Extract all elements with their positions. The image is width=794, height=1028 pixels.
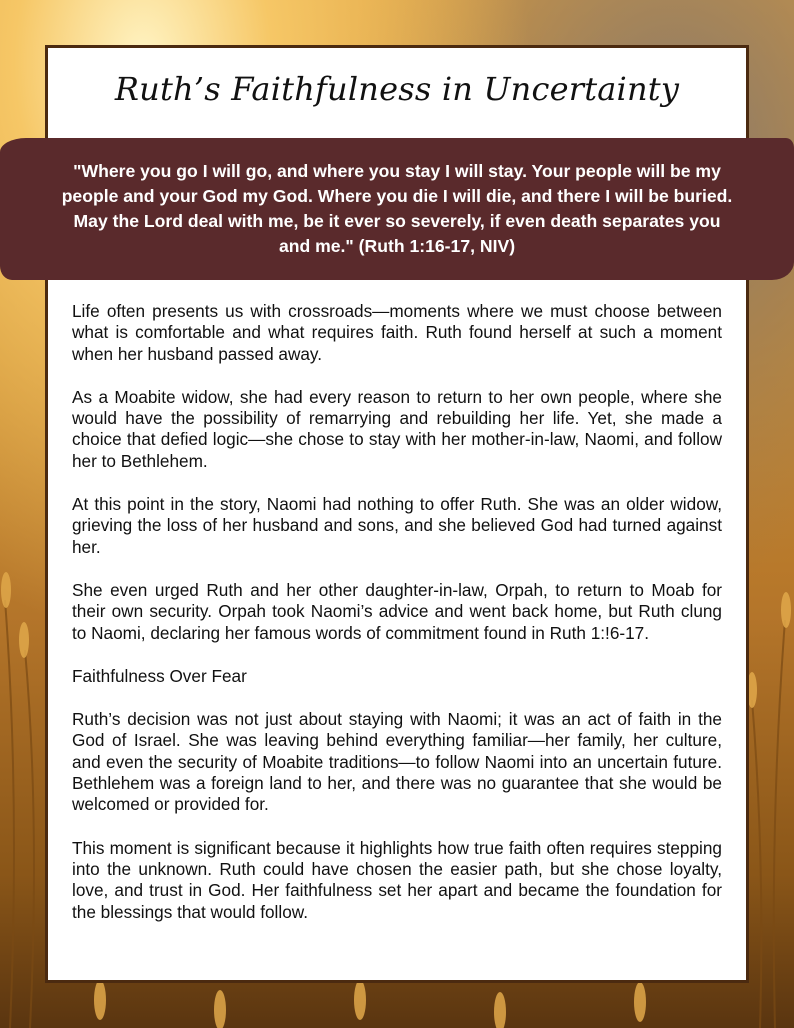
paragraph: Life often presents us with crossroads—moments where we must choose between what is comfortable and what requires faith. Ruth found herself at such a moment when her husband passed away. [72, 301, 722, 364]
scripture-banner [0, 138, 794, 280]
page-title: Ruth’s Faithfulness in Uncertainty [114, 70, 680, 108]
paragraph: At this point in the story, Naomi had nothing to offer Ruth. She was an older widow, grieving the loss of her husband and sons, and she believed God had turned against her. [72, 494, 722, 557]
paragraph: As a Moabite widow, she had every reason to return to her own people, where she would have the possibility of remarrying and rebuilding her life. Yet, she made a choice that defied logic—she chose to stay with her mother-in-law, Naomi, and follow her to Bethlehem. [72, 386, 722, 471]
paragraph: She even urged Ruth and her other daughter-in-law, Orpah, to return to Moab for their own security. Orpah took Naomi’s advice and went back home, but Ruth clung to Naomi, declaring her famous words of commitment found in Ruth 1:!6-17. [72, 579, 722, 643]
section-heading: Faithfulness Over Fear [72, 665, 247, 686]
scripture-quote: "Where you go I will go, and where you stay I will stay. Your people will be my people and your God my God. Where you die I will die, and there I will be buried. May the Lord deal with me, be it ever so severely, if even death separates you and me." (Ruth 1:16-17, NIV) [61, 161, 733, 256]
paragraph: This moment is significant because it highlights how true faith often requires stepping into the unknown. Ruth could have chosen the easier path, but she chose loyalty, love, and trust in God. Her faithfulness set her apart and became the foundation for the blessings that would follow. [72, 837, 722, 922]
paragraph: Ruth’s decision was not just about staying with Naomi; it was an act of faith in the God of Israel. She was leaving behind everything familiar—her family, her culture, and even the security of Moabite traditions—to follow Naomi into an uncertain future. Bethlehem was a foreign land to her, and there was no guarantee that she would be welcomed or provided for. [72, 709, 722, 815]
devotional-body [72, 301, 722, 945]
